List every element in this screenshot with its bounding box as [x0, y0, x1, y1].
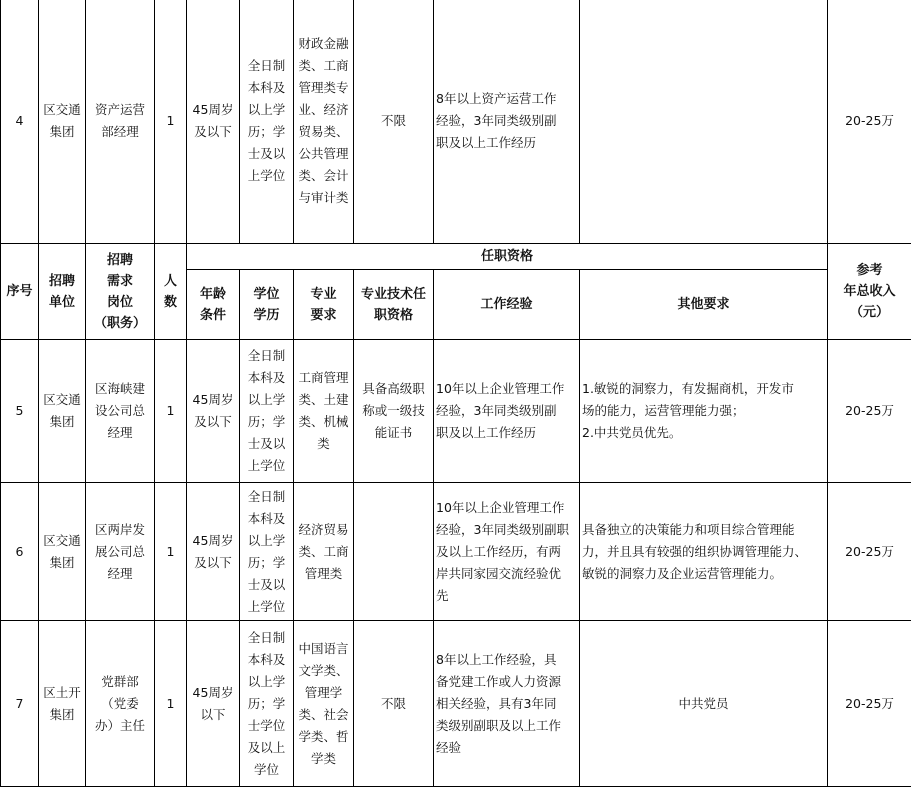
- header-seq: 序号: [1, 244, 39, 340]
- cell-count: 1: [155, 0, 187, 244]
- header-position: 招聘 需求 岗位 （职务）: [86, 244, 155, 340]
- cell-major: 财政金融 类、工商 管理类专 业、经济 贸易类、 公共管理 类、会计 与审计类: [294, 0, 354, 244]
- cell-other: 1.敏锐的洞察力，有发掘商机，开发市 场的能力，运营管理能力强； 2.中共党员优先。: [580, 340, 828, 483]
- cell-income: 20-25万: [828, 621, 911, 787]
- cell-other: 具备独立的决策能力和项目综合管理能 力，并且具有较强的组织协调管理能力、 敏锐的洞察力及企业运营管理能力。: [580, 483, 828, 621]
- header-experience: 工作经验: [434, 270, 580, 340]
- cell-count: 1: [155, 340, 187, 483]
- cell-position: 资产运营 部经理: [86, 0, 155, 244]
- cell-major: 中国语言 文学类、 管理学 类、社会 学类、哲 学类: [294, 621, 354, 787]
- cell-age: 45周岁 以下: [187, 621, 240, 787]
- cell-position: 区两岸发 展公司总 经理: [86, 483, 155, 621]
- cell-degree: 全日制 本科及 以上学 历；学 士及以 上学位: [240, 0, 294, 244]
- header-count: 人 数: [155, 244, 187, 340]
- cell-experience: 8年以上资产运营工作 经验，3年同类级别副 职及以上工作经历: [434, 0, 580, 244]
- cell-cert: 不限: [354, 621, 434, 787]
- cell-income: 20-25万: [828, 340, 911, 483]
- cell-income: 20-25万: [828, 0, 911, 244]
- header-unit: 招聘 单位: [39, 244, 86, 340]
- cell-cert: [354, 483, 434, 621]
- cell-other: [580, 0, 828, 244]
- cell-unit: 区土开 集团: [39, 621, 86, 787]
- cell-age: 45周岁 及以下: [187, 340, 240, 483]
- cell-position: 党群部 （党委 办）主任: [86, 621, 155, 787]
- cell-income: 20-25万: [828, 483, 911, 621]
- header-qualifications: 任职资格: [187, 244, 828, 270]
- table-row: [1, 340, 911, 483]
- table-row: [1, 621, 911, 787]
- cell-position: 区海峡建 设公司总 经理: [86, 340, 155, 483]
- cell-cert: 具备高级职 称或一级技 能证书: [354, 340, 434, 483]
- cell-count: 1: [155, 483, 187, 621]
- header-other: 其他要求: [580, 270, 828, 340]
- cell-major: 工商管理 类、土建 类、机械 类: [294, 340, 354, 483]
- cell-seq: 5: [1, 340, 39, 483]
- header-cert: 专业技术任 职资格: [354, 270, 434, 340]
- cell-seq: 6: [1, 483, 39, 621]
- table-row: [1, 483, 911, 621]
- cell-seq: 4: [1, 0, 39, 244]
- cell-count: 1: [155, 621, 187, 787]
- header-degree: 学位 学历: [240, 270, 294, 340]
- header-income: 参考 年总收入 （元）: [828, 244, 911, 340]
- cell-unit: 区交通 集团: [39, 340, 86, 483]
- cell-unit: 区交通 集团: [39, 483, 86, 621]
- table-row: [1, 0, 911, 244]
- cell-age: 45周岁 及以下: [187, 0, 240, 244]
- cell-cert: 不限: [354, 0, 434, 244]
- cell-degree: 全日制 本科及 以上学 历；学 士及以 上学位: [240, 340, 294, 483]
- header-age: 年龄 条件: [187, 270, 240, 340]
- header-major: 专业 要求: [294, 270, 354, 340]
- cell-experience: 10年以上企业管理工作 经验，3年同类级别副职 及以上工作经历，有两 岸共同家园交流经验优 先: [434, 483, 580, 621]
- cell-degree: 全日制 本科及 以上学 历；学 士及以 上学位: [240, 483, 294, 621]
- cell-age: 45周岁 及以下: [187, 483, 240, 621]
- cell-major: 经济贸易 类、工商 管理类: [294, 483, 354, 621]
- cell-unit: 区交通 集团: [39, 0, 86, 244]
- cell-experience: 10年以上企业管理工作 经验，3年同类级别副 职及以上工作经历: [434, 340, 580, 483]
- cell-degree: 全日制 本科及 以上学 历；学 士学位 及以上 学位: [240, 621, 294, 787]
- header-row: [1, 244, 911, 270]
- cell-other: 中共党员: [580, 621, 828, 787]
- cell-experience: 8年以上工作经验，具 备党建工作或人力资源 相关经验，具有3年同 类级别副职及以上工作 经验: [434, 621, 580, 787]
- cell-seq: 7: [1, 621, 39, 787]
